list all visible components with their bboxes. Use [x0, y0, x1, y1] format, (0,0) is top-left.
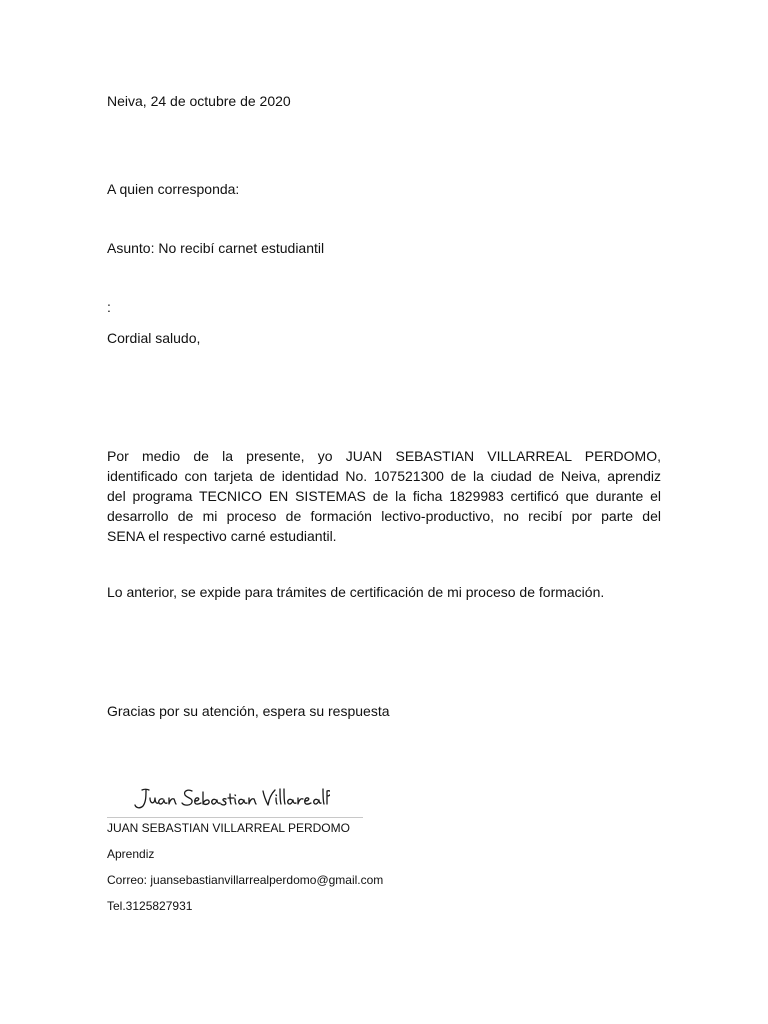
handwritten-signature [130, 784, 330, 814]
signer-email: Correo: juansebastianvillarrealperdomo@gmail.com [107, 873, 384, 887]
letter-subject: Asunto: No recibí carnet estudiantil [107, 240, 325, 256]
signature-line [107, 817, 363, 818]
stray-colon: : [107, 299, 111, 315]
body-line: SENA el respectivo carné estudiantil. [107, 528, 337, 544]
letter-salutation: Cordial saludo, [107, 330, 201, 346]
letter-body-paragraph [107, 446, 661, 546]
letter-closing-note: Lo anterior, se expide para trámites de certificación de mi proceso de formación. [107, 584, 605, 600]
letter-date: Neiva, 24 de octubre de 2020 [107, 93, 291, 109]
letter-greeting: A quien corresponda: [107, 181, 240, 197]
body-line: desarrollo de mi proceso de formación lectivo-productivo, no recibí por parte del [107, 508, 661, 524]
body-line: identificado con tarjeta de identidad No. 107521300 de la ciudad de Neiva, aprendiz [107, 468, 661, 484]
signer-name: JUAN SEBASTIAN VILLARREAL PERDOMO [107, 821, 350, 835]
letter-thanks: Gracias por su atención, espera su respuesta [107, 703, 390, 719]
body-line: del programa TECNICO EN SISTEMAS de la ficha 1829983 certificó que durante el [107, 488, 661, 504]
signer-role: Aprendiz [107, 847, 155, 861]
body-line: Por medio de la presente, yo JUAN SEBASTIAN VILLARREAL PERDOMO, [107, 448, 661, 464]
signer-phone: Tel.3125827931 [107, 899, 193, 913]
